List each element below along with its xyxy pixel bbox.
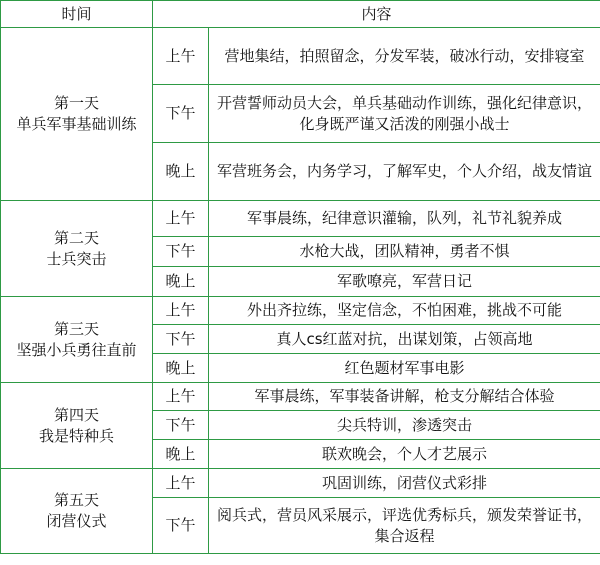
table-row <box>1 383 600 411</box>
content-cell: 开营誓师动员大会，单兵基础动作训练，强化纪律意识，化身既严谨又活泼的刚强小战士 <box>209 85 600 143</box>
content-cell: 真人cs红蓝对抗，出谋划策，占领高地 <box>209 325 600 354</box>
period-cell: 上午 <box>153 383 209 411</box>
content-cell: 阅兵式，营员风采展示，评选优秀标兵，颁发荣誉证书，集合返程 <box>209 498 600 554</box>
content-cell: 巩固训练，闭营仪式彩排 <box>209 469 600 498</box>
table-row <box>1 201 600 237</box>
header-row <box>1 1 600 28</box>
period-cell: 下午 <box>153 237 209 267</box>
content-cell: 营地集结，拍照留念，分发军装，破冰行动，安排寝室 <box>209 28 600 85</box>
day-theme: 闭营仪式 <box>46 512 107 530</box>
day-theme: 单兵军事基础训练 <box>16 115 137 133</box>
content-cell: 外出齐拉练，坚定信念，不怕困难，挑战不可能 <box>209 297 600 325</box>
day-name: 第二天 <box>53 228 99 247</box>
period-cell: 下午 <box>153 325 209 354</box>
header-time: 时间 <box>1 1 153 28</box>
day-theme: 我是特种兵 <box>38 426 114 445</box>
period-cell: 下午 <box>153 411 209 440</box>
period-cell: 上午 <box>153 28 209 85</box>
day-name: 第五天 <box>53 491 99 509</box>
period-cell: 上午 <box>153 201 209 237</box>
period-cell: 晚上 <box>153 440 209 469</box>
day-theme: 士兵突击 <box>46 249 107 268</box>
table-row <box>1 469 600 498</box>
content-cell: 军歌嘹亮，军营日记 <box>209 267 600 297</box>
content-cell: 红色题材军事电影 <box>209 354 600 383</box>
content-cell: 尖兵特训，渗透突击 <box>209 411 600 440</box>
content-cell: 军事晨练，纪律意识灌输，队列，礼节礼貌养成 <box>209 201 600 237</box>
content-cell: 水枪大战，团队精神，勇者不惧 <box>209 237 600 267</box>
period-cell: 晚上 <box>153 143 209 201</box>
content-cell: 联欢晚会，个人才艺展示 <box>209 440 600 469</box>
period-cell: 晚上 <box>153 354 209 383</box>
period-cell: 下午 <box>153 85 209 143</box>
day-cell <box>1 28 153 201</box>
content-cell: 军营班务会，内务学习，了解军史，个人介绍，战友情谊 <box>209 143 600 201</box>
day-cell <box>1 201 153 297</box>
day-cell <box>1 383 153 469</box>
period-cell: 晚上 <box>153 267 209 297</box>
period-cell: 上午 <box>153 469 209 498</box>
period-cell: 上午 <box>153 297 209 325</box>
table-row <box>1 297 600 325</box>
day-cell <box>1 469 153 554</box>
day-cell <box>1 297 153 383</box>
period-cell: 下午 <box>153 498 209 554</box>
header-content: 内容 <box>153 1 600 28</box>
day-name: 第三天 <box>53 319 99 338</box>
day-name: 第四天 <box>53 405 99 424</box>
day-theme: 坚强小兵勇往直前 <box>16 340 137 359</box>
table-row <box>1 28 600 85</box>
content-cell: 军事晨练，军事装备讲解，枪支分解结合体验 <box>209 383 600 411</box>
day-name: 第一天 <box>53 94 99 112</box>
